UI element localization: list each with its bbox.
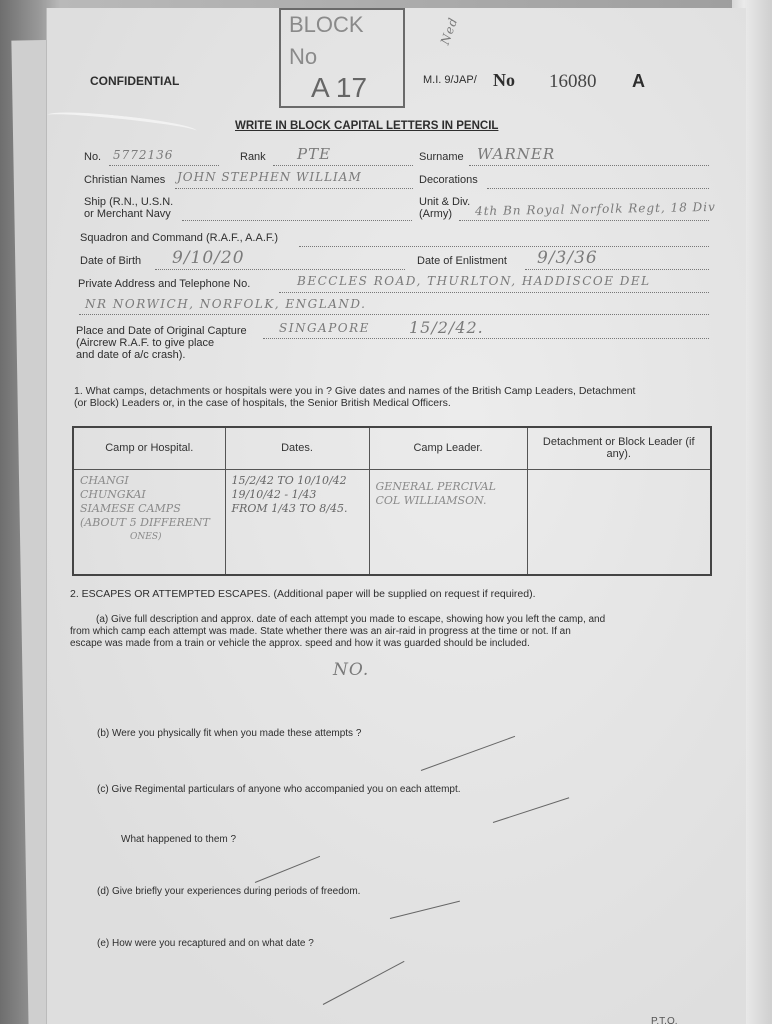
capture-label: Place and Date of Original Capture bbox=[76, 325, 247, 337]
cell-leaders bbox=[369, 469, 527, 575]
pencil-stroke bbox=[390, 901, 460, 919]
q2c-text: (c) Give Regimental particulars of anyone who accompanied you on each attempt. bbox=[97, 784, 461, 795]
enlistment-label: Date of Enlistment bbox=[417, 255, 507, 267]
dob-label: Date of Birth bbox=[80, 255, 142, 267]
form-page bbox=[46, 8, 746, 1024]
ship-label: Ship (R.N., U.S.N. bbox=[84, 196, 174, 208]
q2a-line2: from which camp each attempt was made. State whether there was an air-raid in progress at the time or not. If an bbox=[70, 626, 571, 637]
capture-place: SINGAPORE bbox=[279, 321, 370, 335]
capture-label-3: and date of a/c crash). bbox=[76, 349, 186, 361]
decorations-label: Decorations bbox=[419, 174, 478, 186]
unit-label-2: (Army) bbox=[419, 208, 452, 220]
date-entry: 15/2/42 TO 10/10/42 bbox=[231, 473, 347, 487]
christian-names-value: JOHN STEPHEN WILLIAM bbox=[177, 170, 362, 184]
binding-string bbox=[47, 108, 198, 138]
q2a-line3: escape was made from a train or vehicle the approx. speed and how it was guarded should be included. bbox=[70, 638, 530, 649]
q1-text-line1: 1. What camps, detachments or hospitals were you in ? Give dates and names of the British Camp Leaders, Detachment bbox=[74, 385, 636, 397]
capture-label-2: (Aircrew R.A.F. to give place bbox=[76, 337, 215, 349]
camps-table bbox=[72, 426, 712, 576]
stamp-line3: A 17 bbox=[311, 72, 368, 103]
form-number-suffix: A bbox=[632, 71, 645, 91]
pencil-stroke bbox=[323, 961, 405, 1005]
table-header-row bbox=[73, 427, 711, 469]
capture-date: 15/2/42. bbox=[409, 318, 484, 337]
camp-entry: ONES) bbox=[130, 531, 162, 542]
instruction-heading: WRITE IN BLOCK CAPITAL LETTERS IN PENCIL bbox=[235, 120, 499, 132]
date-entry: 19/10/42 - 1/43 bbox=[231, 487, 317, 501]
rank-label: Rank bbox=[240, 151, 266, 163]
q2d-text: (d) Give briefly your experiences during periods of freedom. bbox=[97, 886, 361, 897]
classification-label: CONFIDENTIAL bbox=[90, 74, 180, 88]
q2e-text: (e) How were you recaptured and on what date ? bbox=[97, 938, 314, 949]
form-number: 16080 bbox=[549, 71, 597, 92]
header-detachment-leader: Detachment or Block Leader (if any). bbox=[527, 427, 711, 469]
cell-detachment bbox=[527, 469, 711, 575]
squadron-label: Squadron and Command (R.A.F., A.A.F.) bbox=[80, 232, 279, 244]
leader-entry: GENERAL PERCIVAL bbox=[375, 479, 496, 493]
header-camp-leader: Camp Leader. bbox=[369, 427, 527, 469]
ship-label-2: or Merchant Navy bbox=[84, 208, 171, 220]
unit-label: Unit & Div. bbox=[419, 196, 471, 208]
camp-entry: (ABOUT 5 DIFFERENT bbox=[80, 515, 210, 529]
address-line1: BECCLES ROAD, THURLTON, HADDISCOE DEL bbox=[297, 274, 651, 288]
q2-heading: 2. ESCAPES OR ATTEMPTED ESCAPES. (Additional paper will be supplied on request if required). bbox=[70, 588, 536, 600]
surname-value: WARNER bbox=[477, 145, 556, 163]
cell-dates bbox=[225, 469, 369, 575]
q2b-text: (b) Were you physically fit when you made these attempts ? bbox=[97, 728, 362, 739]
enlistment-value: 9/3/36 bbox=[537, 248, 598, 268]
pencil-stroke bbox=[255, 856, 320, 883]
header-dates: Dates. bbox=[225, 427, 369, 469]
camp-entry: SIAMESE CAMPS bbox=[80, 501, 181, 515]
q2c-followup: What happened to them ? bbox=[121, 834, 237, 845]
leader-entry: COL WILLIAMSON. bbox=[375, 493, 487, 507]
stamp-line2: No bbox=[289, 44, 318, 69]
dob-value: 9/10/20 bbox=[172, 248, 245, 268]
pto-label: P.T.O. bbox=[651, 1016, 678, 1024]
form-number-label: No bbox=[493, 70, 515, 90]
q2a-answer: NO. bbox=[333, 660, 370, 680]
pencil-stroke bbox=[421, 736, 515, 771]
stamp-line1: BLOCK bbox=[289, 12, 364, 37]
address-line2: NR NORWICH, NORFOLK, ENGLAND. bbox=[85, 297, 367, 311]
christian-names-label: Christian Names bbox=[84, 174, 166, 186]
surname-label: Surname bbox=[419, 151, 464, 163]
rank-value: PTE bbox=[297, 145, 332, 163]
date-entry: FROM 1/43 TO 8/45. bbox=[231, 501, 348, 515]
pencil-stroke bbox=[493, 797, 569, 823]
stamp-corner-note: Ned bbox=[437, 15, 461, 47]
header-camp: Camp or Hospital. bbox=[73, 427, 225, 469]
unit-value: 4th Bn Royal Norfolk Regt, 18 Div bbox=[474, 199, 716, 219]
block-stamp bbox=[279, 8, 405, 108]
no-label: No. bbox=[84, 151, 102, 163]
q2a-line1: (a) Give full description and approx. date of each attempt you made to escape, showing how you left the camp, and bbox=[96, 614, 606, 625]
form-reference: M.I. 9/JAP/ bbox=[423, 74, 477, 86]
cell-camps bbox=[73, 469, 225, 575]
camp-entry: CHANGI bbox=[80, 473, 129, 487]
address-label: Private Address and Telephone No. bbox=[78, 278, 251, 290]
q1-text-line2: (or Block) Leaders or, in the case of hospitals, the Senior British Medical Officers. bbox=[74, 397, 451, 409]
camp-entry: CHUNGKAI bbox=[80, 487, 146, 501]
no-value: 5772136 bbox=[113, 148, 174, 162]
table-row bbox=[73, 469, 711, 575]
